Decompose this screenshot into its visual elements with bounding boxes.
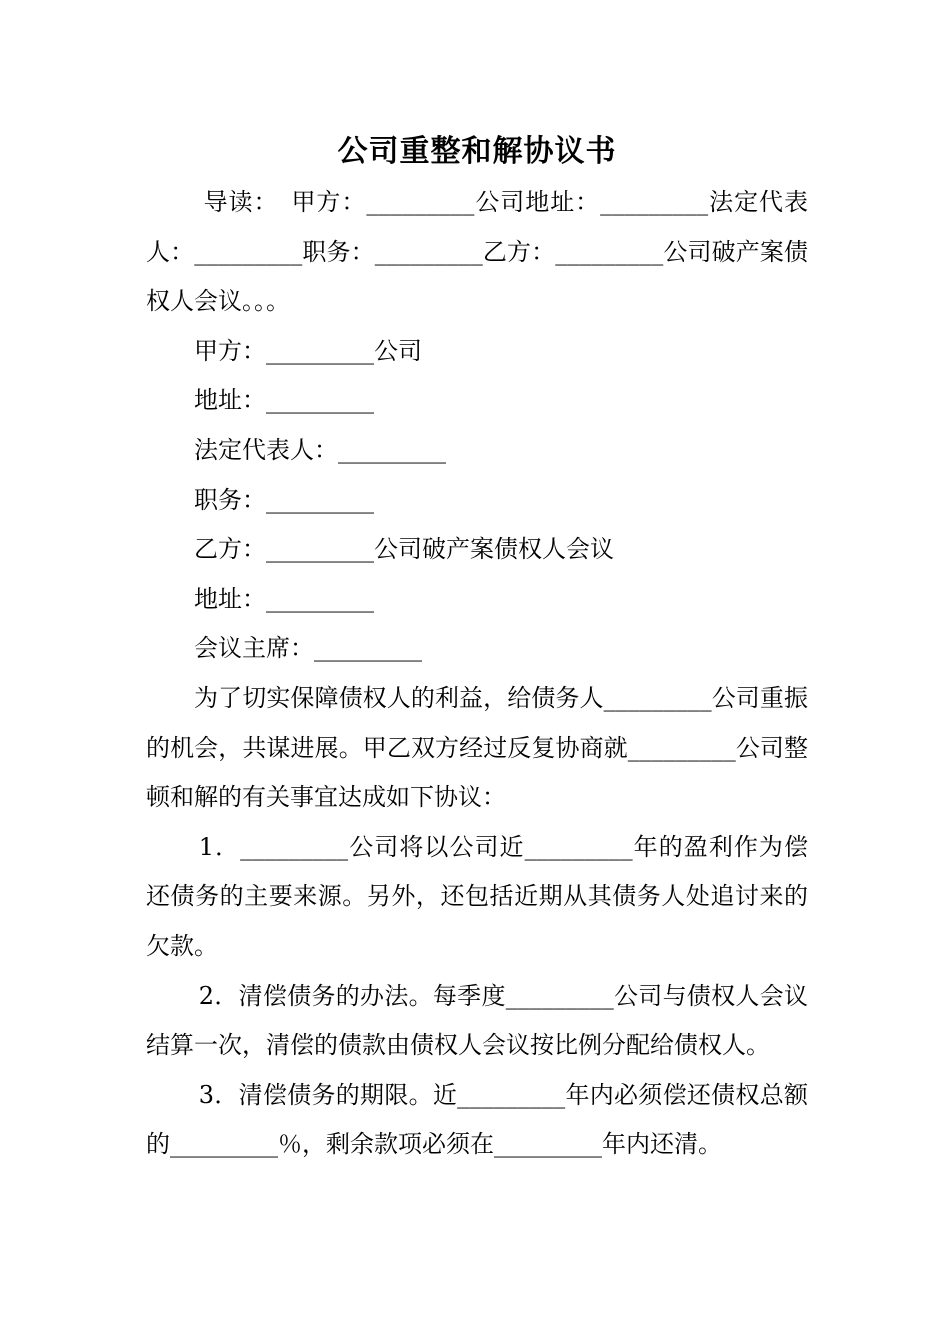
meeting-chair-line: 会议主席：_________ bbox=[194, 634, 422, 663]
preamble-paragraph: 为了切实保障债权人的利益，给债务人_________公司重振的机会，共谋进展。甲乙双方经过反复协商就_________公司整顿和解的有关事宜达成如下协议： bbox=[146, 683, 808, 812]
document-title: 公司重整和解协议书 bbox=[337, 134, 617, 169]
party-b-line: 乙方：_________公司破产案债权人会议 bbox=[194, 535, 614, 564]
document-page bbox=[146, 126, 808, 1170]
party-a-line: 甲方：_________公司 bbox=[194, 336, 422, 365]
party-a-address-line: 地址：_________ bbox=[194, 386, 374, 415]
party-b-address-line: 地址：_________ bbox=[194, 584, 374, 613]
legal-representative-line: 法定代表人：_________ bbox=[194, 435, 446, 464]
position-line: 职务：_________ bbox=[194, 485, 374, 514]
clause-1-paragraph: 1．_________公司将以公司近_________年的盈利作为偿还债务的主要来源。另外，还包括近期从其债务人处追讨来的欠款。 bbox=[146, 832, 808, 960]
clause-2-paragraph: 2．清偿债务的办法。每季度_________公司与债权人会议结算一次，清偿的债款由债权人会议按比例分配给债权人。 bbox=[146, 981, 808, 1060]
intro-paragraph: 导读： 甲方：_________公司地址：_________法定代表人：_________职务：_________乙方：_________公司破产案债权人会议。。。 bbox=[146, 188, 808, 316]
clause-3-paragraph: 3．清偿债务的期限。近_________年内必须偿还债权总额的_________％，剩余款项必须在_________年内还清。 bbox=[146, 1080, 808, 1159]
